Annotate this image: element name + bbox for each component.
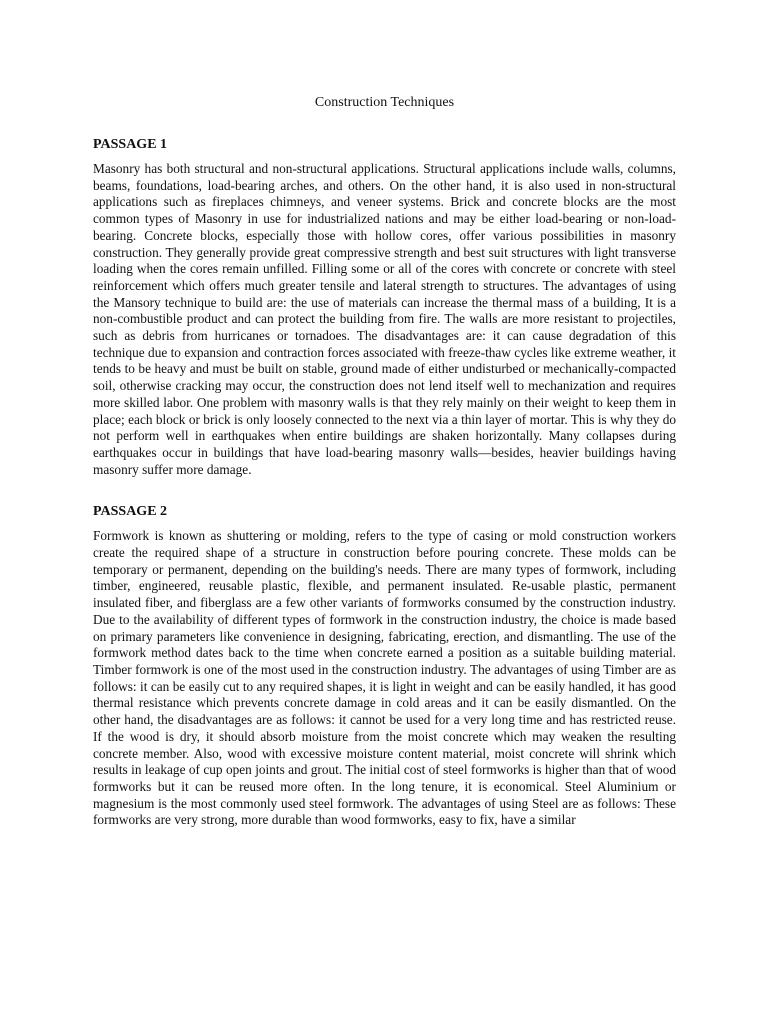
passage-1-heading: PASSAGE 1: [93, 137, 168, 152]
passage-1: [93, 137, 676, 478]
passage-2: [93, 504, 676, 829]
passage-1-body: Masonry has both structural and non-structural applications. Structural applications include walls, columns, beams, foundations, load-bearing arches, and others. On the other hand, it is also used in non-structural applications such as fireplaces chimneys, and veneer systems. Brick and concrete blocks are the most common types of Masonry in use for industrialized nations and may be either load-bearing or non-load-bearing. Concrete blocks, especially those with hollow cores, offer various possibilities in masonry construction. They generally provide great compressive strength and best suit structures with light transverse loading when the cores remain unfilled. Filling some or all of the cores with concrete or concrete with steel reinforcement which offers much greater tensile and lateral strength to structures. The advantages of using the Mansory technique to build are: the use of materials can increase the thermal mass of a building, It is a non-combustible product and can protect the building from fire. The walls are more resistant to projectiles, such as debris from hurricanes or tornadoes. The disadvantages are: it can cause degradation of this technique due to expansion and contraction forces associated with freeze-thaw cycles like extreme weather, it tends to be heavy and must be built on stable, ground made of either undisturbed or mechanically-compacted soil, otherwise cracking may occur, the construction does not lend itself well to mechanization and requires more skilled labor. One problem with masonry walls is that they rely mainly on their weight to keep them in place; each block or brick is only loosely connected to the next via a thin layer of mortar. This is why they do not perform well in earthquakes when entire buildings are shaken horizontally. Many collapses during earthquakes occur in buildings that have load-bearing masonry walls—besides, heavier buildings having masonry suffer more damage.: [93, 161, 676, 477]
passage-2-heading: PASSAGE 2: [93, 504, 168, 520]
document-title: Construction Techniques: [314, 95, 455, 110]
passage-2-body: Formwork is known as shuttering or molding, refers to the type of casing or mold construction workers create the required shape of a structure in construction before pouring concrete. These molds can be temporary or permanent, depending on the building's needs. There are many types of formwork, including timber, engineered, reusable plastic, flexible, and permanent insulated. Re-usable plastic, permanent insulated fiber, and fiberglass are a few other variants of formworks consumed by the construction industry. Due to the availability of different types of formwork in the construction industry, the choice is made based on primary parameters like convenience in designing, fabricating, erection, and dismantling. The use of the formwork method dates back to the time when concrete earned a position as a suitable building material. Timber formwork is one of the most used in the construction industry. The advantages of using Timber are as follows: it can be easily cut to any required shapes, it is light in weight and can be easily handled, it has good thermal resistance which prevents concrete damage in cold areas and it can be easily dismantled. On the other hand, the disadvantages are as follows: it cannot be used for a very long time and has restricted reuse. If the wood is dry, it should absorb moisture from the moist concrete which may weaken the resulting concrete member. Also, wood with excessive moisture content material, moist concrete will shrink which results in leakage of cup open joints and grout. The initial cost of steel formworks is higher than that of wood formworks but it can be reused more often. In the long tenure, it is economical. Steel Aluminium or magnesium is the most commonly used steel formwork. The advantages of using Steel are as follows: These formworks are very strong, more durable than wood formworks, easy to fix, have a similar: [93, 528, 676, 828]
